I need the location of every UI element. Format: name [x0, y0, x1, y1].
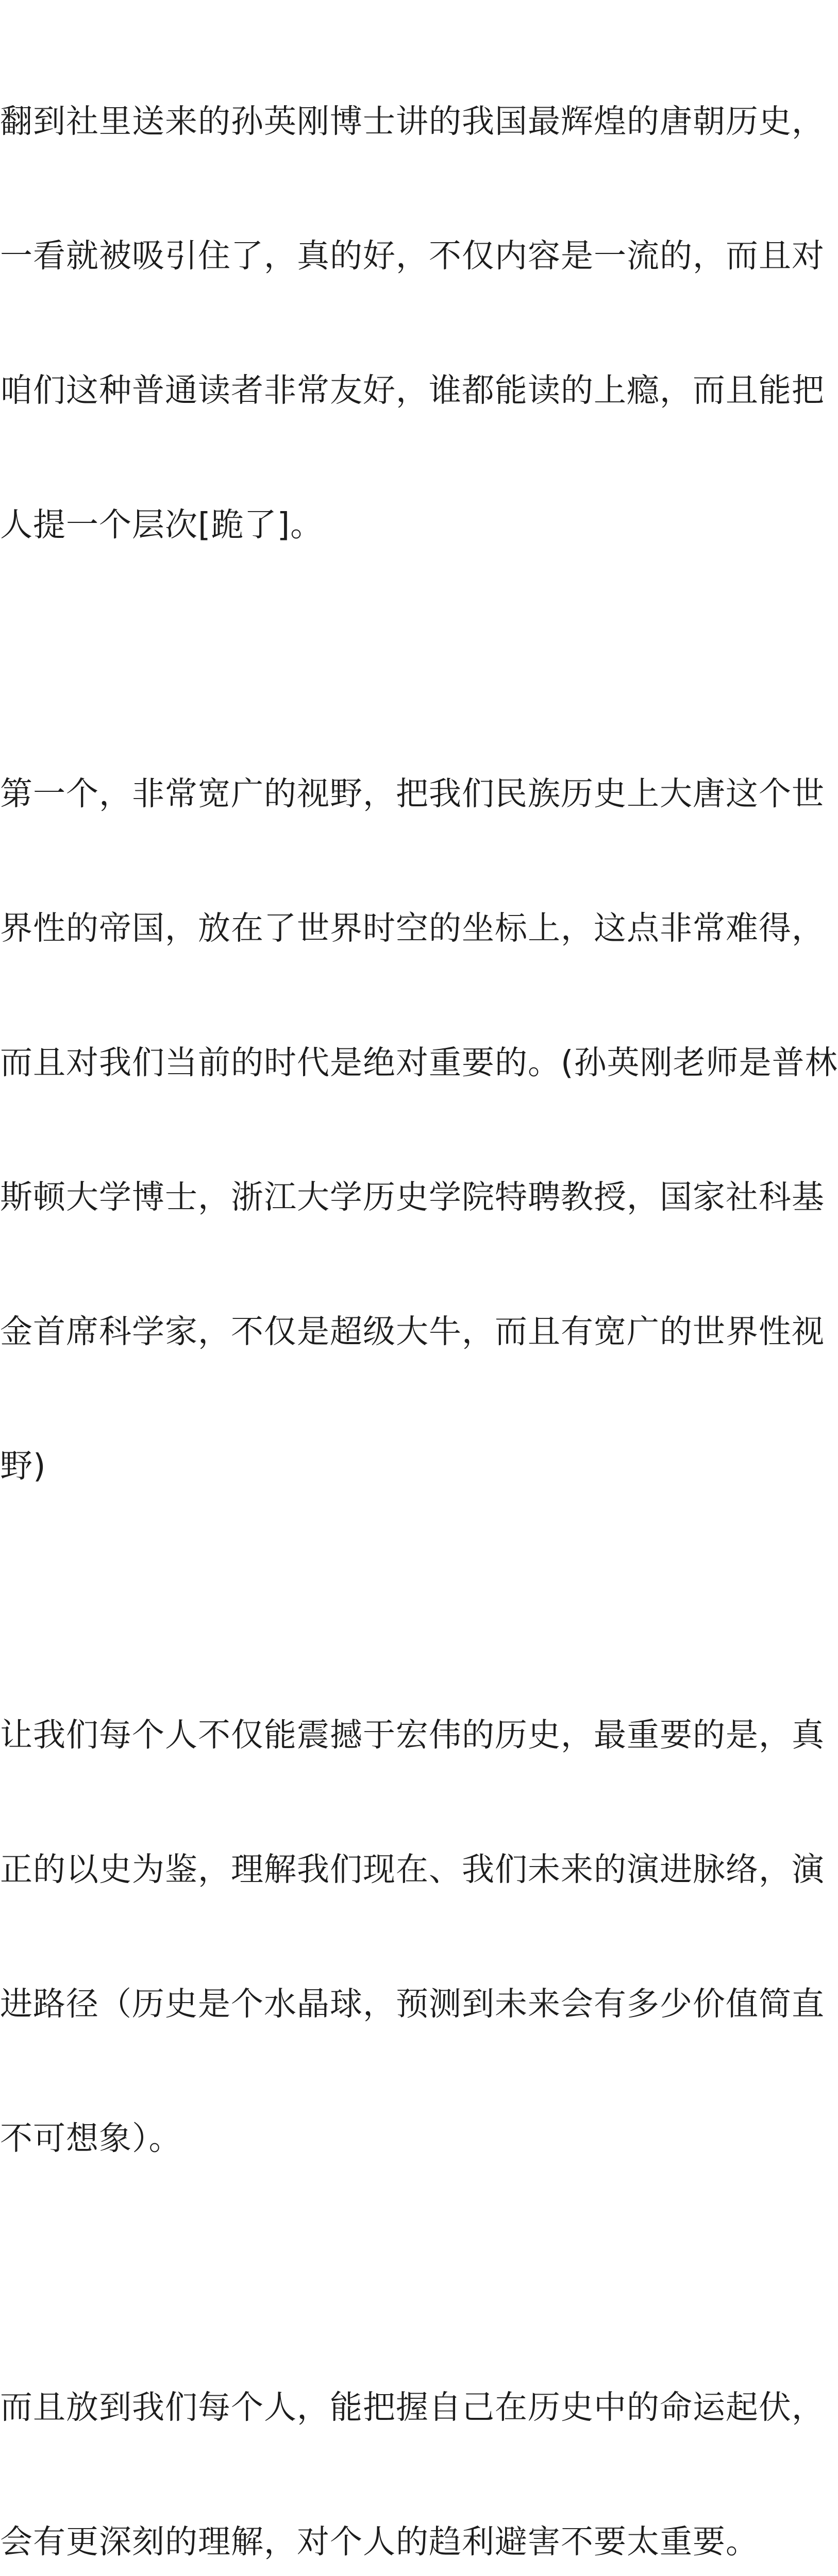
text-line: 人提一个层次[跪了]。: [0, 506, 324, 544]
paragraph-3: [0, 1623, 825, 2250]
paragraph-2: [0, 682, 838, 1578]
text-line: 进路径（历史是个水晶球，预测到未来会有多少价值简直: [0, 1985, 825, 2023]
text-line: 让我们每个人不仅能震撼于宏伟的历史，最重要的是，真: [0, 1716, 825, 1754]
text-line: 野): [0, 1447, 46, 1485]
text-line: 界性的帝国，放在了世界时空的坐标上，这点非常难得，: [0, 909, 825, 947]
text-line: 正的以史为鉴，理解我们现在、我们未来的演进脉络，演: [0, 1851, 825, 1888]
text-line: 翻到社里送来的孙英刚博士讲的我国最辉煌的唐朝历史，: [0, 103, 825, 140]
paragraph-4: [0, 2295, 825, 2576]
text-line: 不可想象）。: [0, 2120, 182, 2157]
text-line: 会有更深刻的理解，对个人的趋利避害不要太重要。: [0, 2523, 759, 2561]
text-line: 咱们这种普通读者非常友好，谁都能读的上瘾，而且能把: [0, 371, 825, 409]
text-line: 而且对我们当前的时代是绝对重要的。(孙英刚老师是普林: [0, 1044, 838, 1081]
text-line: 一看就被吸引住了，真的好，不仅内容是一流的，而且对: [0, 237, 825, 275]
paragraph-1: [0, 9, 825, 637]
article-body: [0, 9, 838, 2576]
text-line: 第一个，非常宽广的视野，把我们民族历史上大唐这个世: [0, 775, 825, 812]
text-line: 金首席科学家，不仅是超级大牛，而且有宽广的世界性视: [0, 1313, 825, 1350]
text-line: 斯顿大学博士，浙江大学历史学院特聘教授，国家社科基: [0, 1178, 825, 1216]
text-line: 而且放到我们每个人，能把握自己在历史中的命运起伏，: [0, 2388, 825, 2426]
